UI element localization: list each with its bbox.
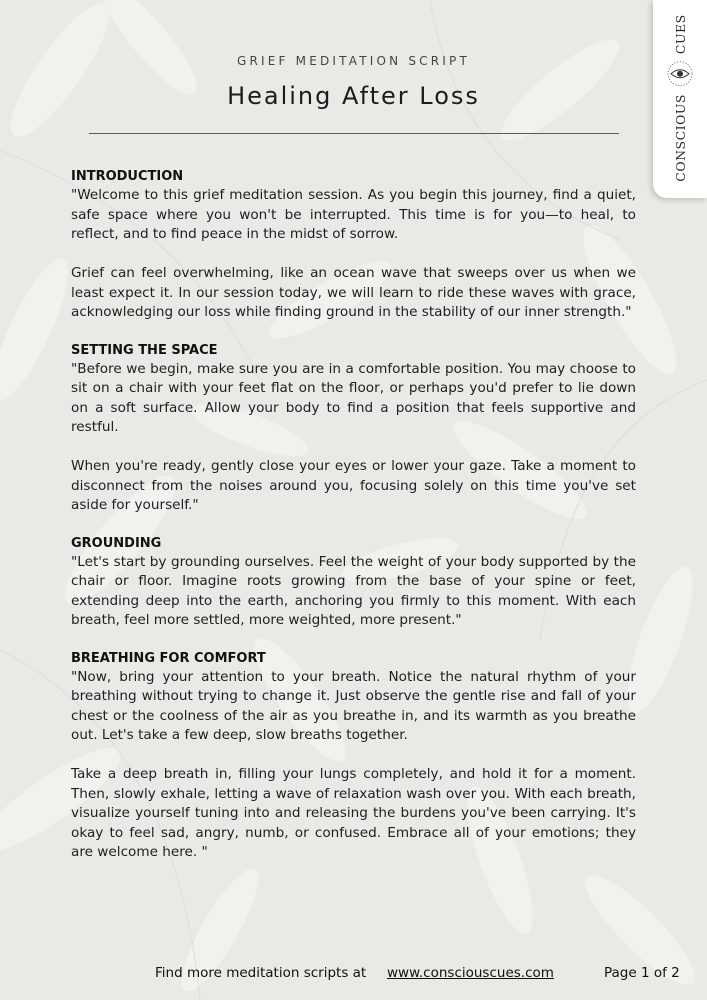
script-content (71, 167, 636, 881)
document-title: Healing After Loss (227, 82, 480, 110)
brand-word-conscious: CONSCIOUS (672, 94, 688, 182)
paragraph: "Let's start by grounding ourselves. Feel the weight of your body supported by the chair or floor. Imagine roots growing from the base of your spine or feet, extending deep into the earth, anchoring you firmly to this moment. With each breath, feel more settled, more weighted, more present." (71, 553, 636, 628)
section-grounding (71, 534, 636, 631)
paragraph: When you're ready, gently close your eyes or lower your gaze. Take a moment to disconnect from the noises around you, focusing solely on this time you've set aside for yourself." (71, 458, 636, 513)
section-heading: BREATHING FOR COMFORT (71, 650, 266, 666)
section-heading: SETTING THE SPACE (71, 342, 218, 358)
section-breathing-for-comfort (71, 649, 636, 863)
page-number: Page 1 of 2 (604, 965, 680, 981)
page-footer (0, 965, 707, 985)
brand-word-cues: CUES (672, 14, 688, 55)
footer-text: Find more meditation scripts at (155, 965, 367, 981)
paragraph: "Before we begin, make sure you are in a comfortable position. You may choose to sit on a chair with your feet flat on the floor, or perhaps you'd prefer to lie down on a soft surface. Allow your body to find a position that feels supportive and restful. (71, 360, 636, 435)
section-setting-the-space (71, 341, 636, 516)
document-eyebrow: GRIEF MEDITATION SCRIPT (236, 54, 470, 68)
paragraph: "Welcome to this grief meditation session. As you begin this journey, find a quiet, safe space where you won't be interrupted. This time is for you—to heal, to reflect, and to find peace in the midst of sorrow. (71, 187, 636, 242)
paragraph: Take a deep breath in, filling your lungs completely, and hold it for a moment. Then, slowly exhale, letting a wave of relaxation wash over you. With each breath, visualize yourself tuning into and releasing the burdens you've been carrying. It's okay to feel sad, angry, numb, or confused. Embrace all of your emotions; they are welcome here. " (71, 766, 636, 860)
paragraph: "Now, bring your attention to your breath. Notice the natural rhythm of your breathing without trying to change it. Just observe the gentle rise and fall of your chest or the coolness of the air as you breathe in, and its warmth as you breathe out. Let's take a few deep, slow breaths together. (71, 668, 636, 743)
title-divider (89, 133, 619, 134)
paragraph: Grief can feel overwhelming, like an ocean wave that sweeps over us when we least expect it. In our session today, we will learn to ride these waves with grace, acknowledging our loss while finding ground in the stability of our inner strength." (71, 265, 636, 320)
website-link[interactable]: www.consciouscues.com (387, 965, 554, 981)
section-heading: INTRODUCTION (71, 169, 184, 184)
section-introduction (71, 167, 636, 323)
section-heading: GROUNDING (71, 535, 162, 551)
